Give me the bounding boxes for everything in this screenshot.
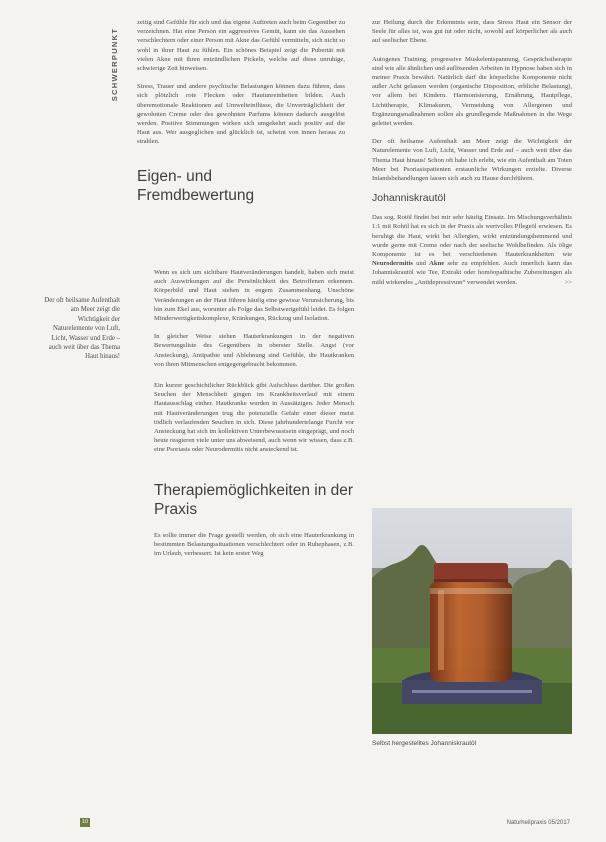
paragraph-geschichte: Ein kurzer geschichtlicher Rückblick gibt Aufschluss darüber. Die großen Seuchen der Menschheit gingen im Krankheitsverlauf mit einem Hautausschlag einher. Hautkranke wurden in Aussätzigen. Jeder Mensch mit Hautveränderungen trug die potenzielle Gefahr einer dieser meist tödlich verlaufenden Seuchen in sich. Diese jahrhundertelange Furcht vor Ansteckung hat sich im kollektiven Unterbewusstsein eingeprägt, und noch heute reagieren viele unter uns abweisend, auch wenn wir wissen, dass z.B. eine Psoriasis oder Neurodermitis nicht ansteckend ist.: [154, 382, 354, 454]
paragraph-meer: Der oft heilsame Aufenthalt am Meer zeigt die Wichtigkeit der Naturelemente von Luft, Licht, Wasser und Erde auf – auch weit über das Thema Haut hinaus! Schon oft habe ich erlebt, wie ein Aufenthalt am Toten Meer bei Psoriasispatienten erstaunliche Wirkungen erzielte. Diverse Inlandsbehandlungen lassen sich auch zu Hause durchführen.: [372, 138, 572, 183]
paragraph-bewertung-2: In gleicher Weise stehen Hauterkrankungen in der negativen Bewertungsliste des Gegenübers in oberster Stelle. Angst (vor Ansteckung), Antipathie und Ablehnung sind Gefühle, die Hautkranken von ihren Mitmenschen entgegengebracht bekommen.: [154, 333, 354, 368]
jar-photo-illustration: [372, 508, 572, 734]
pull-quote: Der oft heilsame Aufenthalt am Meer zeigt die Wichtigkeit der Naturelemente von Luft, Licht, Wasser und Erde – auch weit über das Thema Haut hinaus!: [44, 297, 120, 361]
footer-publication: Naturheilpraxis 05/2017: [506, 820, 570, 826]
photo-johanniskrautoel: [372, 508, 572, 734]
continue-marker: >>: [564, 278, 572, 286]
heading-eigen-fremdbewertung: Eigen- und Fremdbewertung: [137, 167, 255, 204]
paragraph-stress: Stress, Trauer und andere psychische Belastungen können dazu führen, dass sich plötzlich rote Flecken oder Hautunreinheiten bilden. Auch überemotionale Reaktionen auf Umwelteinflüsse, die Unverträglichkeit der gewohnten Creme oder des gewohnten Parfums können dadurch ausgelöst werden. Positive Stimmungen wirken sich umgekehrt auch positiv auf die Haut aus. Wer ausgeglichen und glücklich ist, scheint von innen heraus zu strahlen.: [137, 83, 345, 146]
column-2: [372, 18, 572, 296]
column-1: [137, 18, 345, 217]
column-1b: [154, 268, 354, 567]
paragraph-bewertung-1: Wenn es sich um sichtbare Hautveränderungen handelt, haben sich meist auch Auswirkungen auf die Persönlichkeit des Betroffenen erkennen. Körperbild und Haut stehen in engem Zusammenhang. Unschöne Veränderungen an der Haut führen häufig eine gewisse Verunsicherung, bis hin zum Ekel aus, worunter als Folge das Selbstwertgefühl leidet. Es folgen Minderwertigkeitskomplexe, Kränkungen, Rückzug und Isolation.: [154, 269, 354, 323]
paragraph-autogenes: Autogenes Training, progressive Muskelentspannung, Gesprächstherapie sind wie alle ähnlichen und auflösenden Arbeiten in Hypnose haben sich in meiner Praxis bewährt. Natürlich darf die körperliche Komponente nicht außer Acht gelassen werden (organische Disposition, erbliche Belastung), vor allem bei Kindern. Harmonisierung, Ernährung, Hautpflege, Lichttherapie, Klimakuren, Vermeidung von Allergenen und Ergänzungsmaßnahmen sollen als grundlegende Maßnahmen in die Wege geleitet werden.: [372, 55, 572, 128]
heading-johanniskrautoel: Johanniskrautöl: [372, 192, 446, 205]
heading-therapiemoeglichkeiten: Therapiemöglichkeiten in der Praxis: [154, 481, 354, 518]
paragraph-oel: Das sog. Rotöl findet bei mir sehr häufig Einsatz. Im Mischungsverhältnis 1:1 mit Rohöl hat es sich in der Praxis als wertvolles Pflegeöl erwiesen. Es beruhigt die Haut, wirkt bei Allergien, wirkt entzündungshemmend und wurde gerne mit Creme oder nach der seelische Wohlbefinden. Als ölige Komponente ist es bei verschiedenen Hauterkrankheiten wie Neurodermitis und Akne sehr zu empfehlen. Auch innerlich kann das Johanniskrautöl wie Tee, Extrakt oder homöopathische Zubereitungen als mild wirkendes „Antidepressivum“ verwendet werden. >>: [372, 214, 572, 286]
photo-caption: Selbst hergestelltes Johanniskrautöl: [372, 740, 477, 747]
section-label: SCHWERPUNKT: [110, 27, 120, 102]
paragraph-therapie: Es sollte immer die Frage gestellt werden, ob sich eine Hauterkrankung in bestimmten Belastungssituationen verschlechtert oder in Ruhephasen, z.B. im Urlaub, verbessert. Ist kein erster Weg: [154, 531, 354, 558]
paragraph-intro: zeitig sind Gefühle für sich und das eigene Auftreten auch beim Gegenüber zu verzeichnen. Hat eine Person ein aggressives Gemüt, kann sie das Aussehen verschlechtern oder einer Person mit Akne das Gefühl vermitteln, sich nicht so wohl in ihrer Haut zu fühlen. Ein schönes Beispiel zeigt die Pubertät mit vielen Akne mit ihren entzündlichen Pickeln, welche auf diese unruhige, schwierige Zeit hinweisen.: [137, 19, 345, 73]
page-number: 10: [81, 819, 89, 825]
paragraph-sensor: zur Heilung durch die Erkenntnis sein, dass Stress Haut ein Sensor der Seele für alles ist, was gut tut oder nicht, sowohl auf körperlicher als auch auf seelischer Ebene.: [372, 19, 572, 45]
